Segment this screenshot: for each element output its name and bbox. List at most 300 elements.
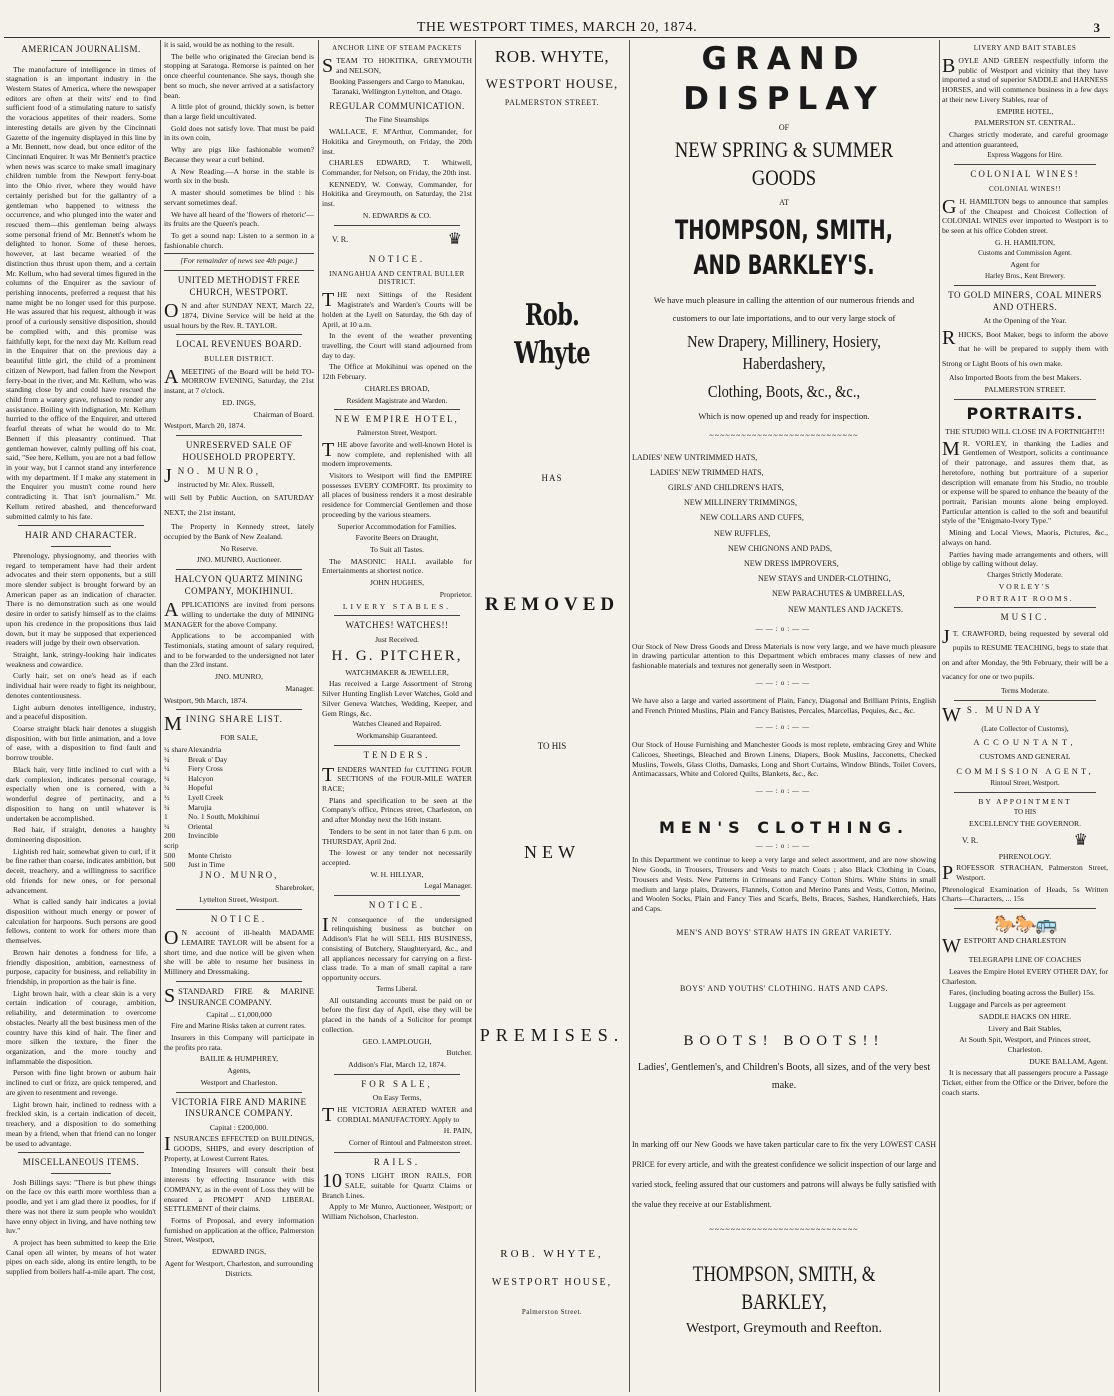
ad-signature: N. EDWARDS & CO. <box>362 210 432 220</box>
share-quantity: ¼ <box>164 773 170 783</box>
divider <box>954 607 1096 608</box>
share-list-item <box>164 745 314 755</box>
ad-heading: UNITED METHODIST FREE CHURCH, WESTPORT. <box>177 275 301 297</box>
ad-word: OF <box>778 123 790 133</box>
note-text: [For remainder of news see 4th page.] <box>180 256 298 266</box>
ad-heading: PORTRAITS. <box>966 403 1084 423</box>
article-paragraph: it is said, would be as nothing to the result. <box>164 40 295 49</box>
ad-heading: NOTICE. <box>368 254 426 264</box>
ad-heading: MUSIC. <box>1000 612 1050 623</box>
ad-signature: G. H. HAMILTON, <box>994 237 1056 247</box>
ad-role: Proprietor. <box>439 589 472 599</box>
divider <box>176 435 302 436</box>
ad-heading: NEW EMPIRE HOTEL, <box>335 414 459 425</box>
drop-cap: I <box>164 1133 171 1156</box>
ad-text: LIVERY STABLES. <box>342 601 452 611</box>
article-paragraph: A master should sometimes be blind : his servant sometimes deaf. <box>164 188 314 207</box>
divider <box>954 285 1096 286</box>
drop-cap: 10 <box>322 1170 342 1193</box>
ad-text: EMPIRE HOTEL, <box>996 106 1054 116</box>
share-list-item <box>164 831 314 850</box>
ad-line: MEN'S AND BOYS' STRAW HATS IN GREAT VARIETY. <box>676 927 892 937</box>
share-quantity: 200 scrip <box>164 831 179 850</box>
ad-text: In the event of the weather preventing travelling, the Court will stand adjourned from day to day. <box>322 331 472 360</box>
divider <box>176 909 302 910</box>
ad-text: Has received a Large Assortment of Strong Silver Hunting English Lever Watches, Gold and Silver Geneva Watches, Wedding, Keeper, and Gem Rings, &c. <box>322 679 472 718</box>
goods-list-item: NEW RUFFLES, <box>714 528 771 538</box>
divider <box>176 569 302 570</box>
ad-text: Charges Strictly Moderate. <box>987 571 1063 580</box>
ad-name: NO. MUNRO, <box>177 466 262 477</box>
divider <box>51 1173 111 1174</box>
divider <box>176 1092 302 1093</box>
share-quantity: ¼ <box>164 821 170 831</box>
ornamental-separator: ——:o:—— <box>755 678 813 687</box>
ad-subheading: REGULAR COMMUNICATION. <box>329 100 465 111</box>
ad-text: Harley Bros., Kent Brewery. <box>984 272 1066 281</box>
ad-text: HE VICTORIA AERATED WATER and CORDIAL MANUFACTORY. Apply to <box>337 1104 472 1124</box>
column-4-rob-whyte-ad <box>478 40 626 1392</box>
ad-address: Rintoul Street, Westport. <box>990 778 1060 787</box>
share-company: Fiery Cross <box>188 764 223 774</box>
column-divider <box>318 40 319 1392</box>
article-paragraph: We have all heard of the 'flowers of rhetoric'—its fruits are the Queen's peach. <box>164 209 314 229</box>
ad-heading: WATCHES! WATCHES!! <box>345 620 449 631</box>
ad-text: H. HAMILTON begs to announce that samples of the Cheapest and Choicest Collection of COLONIAL WINES ever imported to Westport is to be seen at his office Cobden street. <box>942 196 1108 235</box>
ad-subheading: THE STUDIO WILL CLOSE IN A FORTNIGHT!!! <box>945 426 1105 436</box>
ad-name: S. MUNDAY <box>966 704 1044 715</box>
goods-list <box>632 450 936 617</box>
article-paragraph: Why are pigs like fashionable women? Because they wear a curl behind. <box>164 145 314 164</box>
ad-text: Parties having made arrangements and others, will oblige by calling without delay. <box>942 549 1108 569</box>
drop-cap: G <box>942 195 957 218</box>
article-paragraph: To get a sound nap: Listen to a sermon in a fashionable church. <box>164 230 314 250</box>
ad-heading: NOTICE. <box>368 900 426 911</box>
article-paragraph: Light auburn denotes intelligence, industry, and a peaceful disposition. <box>6 702 156 722</box>
page-number: 3 <box>1093 20 1100 35</box>
ad-text: HICKS, Boot Maker, begs to inform the above that he will be prepared to supply them with Strong or Light Boots of his own make. <box>942 329 1108 368</box>
ad-word: AT <box>779 197 789 207</box>
goods-list-item: GIRLS' AND CHILDREN'S HATS, <box>668 483 784 493</box>
ad-subheadline: NEW SPRING & SUMMER GOODS <box>674 136 894 190</box>
share-list-item <box>164 774 314 784</box>
royal-crest-icon: ♛ <box>1073 832 1088 850</box>
goods-list-item: NEW MILLINERY TRIMMINGS, <box>684 498 797 508</box>
ad-word: PREMISES. <box>479 1024 625 1045</box>
advertiser-name: ROB. WHYTE, <box>494 47 610 66</box>
goods-list-item: NEW CHIGNONS AND PADS, <box>728 543 833 553</box>
share-quantity: ¼ <box>164 802 170 812</box>
share-company: Lyell Creek <box>188 792 224 802</box>
article-paragraph: Curly hair, set on one's head as if each individual hair were ready to fight its neighbour, denotes contentiousness. <box>6 671 156 700</box>
share-list-item <box>164 793 314 803</box>
ad-heading: HALCYON QUARTZ MINING COMPANY, MOKIHINUI. <box>174 574 304 596</box>
ad-text: Visitors to Westport will find the EMPIRE possesses EVERY COMFORT. Its proximity to all places of business renders it a most desirable residence for Commercial Gentlemen and those proceeding by the various steamers. <box>322 470 472 519</box>
share-company: Invincible <box>188 831 219 841</box>
ad-heading: NOTICE. <box>210 913 268 924</box>
share-company: Break o' Day <box>188 754 228 764</box>
ad-text: KENNEDY, W. Conway, Commander, for Hokitika and Greymouth, on Saturday, the 21st inst. <box>322 179 472 209</box>
ad-subheading: TELEGRAPH LINE OF COACHES <box>968 955 1082 965</box>
ornamental-rule: ~~~~~~~~~~~~~~~~~~~~~~~~~~~~ <box>709 1225 859 1235</box>
royal-crest-icon: ♛ <box>447 230 462 248</box>
ad-date: Westport, 9th March, 1874. <box>164 695 248 705</box>
share-company: Marujia <box>188 802 212 812</box>
drop-cap: P <box>942 862 954 885</box>
divider <box>954 399 1096 400</box>
ad-headline: GRAND DISPLAY <box>683 41 885 117</box>
advertiser-name: ROB. WHYTE, <box>500 1247 604 1260</box>
divider <box>954 792 1096 793</box>
ornamental-rule: ~~~~~~~~~~~~~~~~~~~~~~~~~~~~ <box>709 431 859 441</box>
ad-text: COMMISSION AGENT, <box>956 765 1094 776</box>
company-name: THOMPSON, SMITH, & BARKLEY, <box>692 1260 876 1314</box>
goods-list-item: NEW STAYS and UNDER-CLOTHING, <box>758 574 891 584</box>
goods-list-item: NEW COLLARS AND CUFFS, <box>700 513 804 523</box>
ad-text: The Fine Steamships <box>365 115 429 125</box>
masthead-title: THE WESTPORT TIMES, MARCH 20, 1874. <box>416 20 698 35</box>
ad-subheading: COLONIAL WINES!! <box>989 184 1061 193</box>
share-company: No. 1 South, Mokihinui <box>188 812 260 822</box>
ad-role: Chairman of Board. <box>253 409 314 419</box>
share-list <box>164 745 314 870</box>
ad-text: ROFESSOR STRACHAN, Palmerston Street, Westport. <box>956 863 1108 883</box>
ornamental-separator: ——:o:—— <box>755 723 813 732</box>
article-paragraph: Josh Billings says: "There is but phew things on the face ov this earth more worthless than a poodle, and yet i am glad there iz poodles, for if there was not there iz sum people who wouldn't have enny object in living, and have nothing tew luv." <box>6 1177 156 1236</box>
ad-text: Agent for <box>1010 260 1040 270</box>
ad-role: Sharebroker, <box>275 883 314 893</box>
article-paragraph: Brown hair denotes a fondness for life, a friendly disposition, ambition, earnestness of purpose, capacity for business, and reliability in friendship, in proportion as the hair is fine. <box>6 947 156 986</box>
ad-heading: LOCAL REVENUES BOARD. <box>176 339 302 350</box>
ad-text: Workmanship Guaranteed. <box>356 731 438 741</box>
ad-text: (Late Collector of Customs), <box>981 723 1069 733</box>
share-quantity: ¼ <box>164 783 170 793</box>
ad-signature: EDWARD INGS, <box>212 1247 266 1257</box>
article-paragraph: Lightish red hair, somewhat given to curl, if it be fine rather than coarse, indicates ambition, but deceit, treachery, and a willingness to sacrifice old friends for new ones, or for personal advancement. <box>6 846 156 895</box>
ad-text: Luggage and Parcels as per agreement <box>949 1000 1066 1010</box>
ad-word: HAS <box>541 473 563 484</box>
divider <box>334 409 460 410</box>
divider <box>176 334 302 335</box>
ad-intro-line: We have much pleasure in calling the attention of our numerous friends and <box>653 295 915 306</box>
ad-text: Express Waggons for Hire. <box>987 151 1063 160</box>
divider <box>334 895 460 896</box>
ornamental-separator: ——:o:—— <box>755 842 813 851</box>
ad-word: NEW <box>524 841 580 862</box>
ad-signature: H. PAIN, <box>443 1126 472 1136</box>
ad-text: Fire and Marine Risks taken at current rates. <box>171 1021 306 1031</box>
drop-cap: S <box>164 984 176 1007</box>
drop-cap: A <box>164 365 179 388</box>
divider <box>954 908 1096 909</box>
ad-role: Butcher. <box>446 1048 472 1058</box>
ad-text: HE above favorite and well-known Hotel is now complete, and replenished with all modern improvements. <box>322 439 472 469</box>
share-list-item <box>164 803 314 813</box>
ad-intro-line: customers to our late importations, and to our very large stock of <box>672 313 896 324</box>
divider <box>18 1152 144 1153</box>
ad-signature: CHARLES BROAD, <box>364 383 430 393</box>
divider <box>176 981 302 982</box>
ad-text: Which is now opened up and ready for inspection. <box>698 410 870 421</box>
ad-text: Intending Insurers will consult their best interests by effecting Insurance with this COMPANY, as in the event of Loss they will be ensured a PROMPT AND LIBERAL SETTLEMENT of their claims. <box>164 1165 314 1214</box>
ad-signature: GEO. LAMPLOUGH, <box>362 1036 432 1046</box>
article-paragraph: Straight, lank, stringy-looking hair indicates weakness and cowardice. <box>6 650 156 669</box>
share-company: Hopeful <box>188 783 213 793</box>
column-5-grand-display-ad <box>632 40 936 1392</box>
ad-paragraph: In marking off our New Goods we have taken particular care to fix the very LOWEST CASH PRICE for every article, and with the greatest confidence we solicit inspection of our large and varied stock, feeling assured that our customers and patrons will always be fully satisfied with the value they receive at our Establishment. <box>632 1140 936 1210</box>
note-box <box>164 253 314 271</box>
ad-address: PALMERSTON STREET. <box>984 384 1066 394</box>
ad-text: Watches Cleaned and Repaired. <box>352 720 442 729</box>
ad-heading: FOR SALE, <box>361 1078 433 1089</box>
drop-cap: T <box>322 1103 335 1126</box>
ad-word: TO HIS <box>537 741 567 752</box>
share-quantity: 500 <box>164 860 176 870</box>
ad-heading: VICTORIA FIRE AND MARINE INSURANCE COMPANY. <box>171 1096 307 1119</box>
ad-text: TEAM TO HOKITIKA, GREYMOUTH and NELSON, <box>336 55 472 75</box>
drop-cap: M <box>942 437 960 460</box>
share-quantity: 1 <box>164 812 168 822</box>
ad-text: All outstanding accounts must be paid on or before the first day of April, else they will be placed in the hands of a Solicitor for prompt collection. <box>322 995 472 1034</box>
ad-text: Fares, (including boating across the Buller) 15s. <box>949 988 1095 998</box>
ad-text: WALLACE, F. M'Arthur, Commander, for Hokitika and Greymouth, on Friday, the 20th inst. <box>322 127 472 156</box>
ad-date: Westport, March 20, 1874. <box>164 421 246 431</box>
drop-cap: R <box>942 326 956 349</box>
article-paragraph: Gold does not satisfy love. That must be paid in its own coin, <box>164 123 314 143</box>
ad-role: Legal Manager. <box>424 881 472 891</box>
ad-heading: TO GOLD MINERS, COAL MINERS AND OTHERS. <box>948 290 1102 312</box>
ad-heading: RAILS. <box>373 1156 421 1167</box>
ad-text: Also Imported Boots from the best Makers. <box>949 373 1082 383</box>
ad-paragraph: Our Stock of New Dress Goods and Dress Materials is now very large, and we have much pleasure in drawing particular attention to this Department which embraces many classes of new and fashionable materials and textures not generally seen in Westport. <box>632 641 936 671</box>
ad-text: To Suit all Tastes. <box>369 544 425 554</box>
ad-signature: PORTRAIT ROOMS. <box>976 593 1074 603</box>
share-company: Oriental <box>188 821 213 831</box>
ad-text: Apply to Mr Munro, Auctioneer, Westport; or William Nicholson, Charleston. <box>322 1202 472 1222</box>
ad-text: The MASONIC HALL available for Entertainments at shortest notice. <box>322 556 472 576</box>
ad-role: Agent for Westport, Charleston, and surrounding Districts. <box>164 1258 314 1278</box>
article-paragraph: Phrenology, physiognomy, and theories with regard to temperament have had their ardent advocates and their stern opponents, but a still more slender subject is brought forward by an American paper as an indication of character. There is no demonstration such as one would desire in order to satisfy himself as to the claims upon his credence in the propositions thus laid down, but it may be supposed that experienced readers will judge by their own observation. <box>6 550 156 648</box>
ad-headline-removed: REMOVED <box>484 593 620 615</box>
ad-text: The Office at Mokihinui was opened on the 12th February. <box>322 362 472 382</box>
drop-cap: T <box>322 438 335 461</box>
coach-illustration-icon: 🐎🐎🚌 <box>994 914 1056 935</box>
ad-text: HE next Sittings of the Resident Magistrate's and Warden's Courts will be holden at the Lyell on Saturday, the 6th day of April, at 10 a.m. <box>322 290 472 329</box>
ad-name: H. G. PITCHER, <box>331 647 463 664</box>
share-list-item <box>164 860 314 870</box>
share-list-item <box>164 822 314 832</box>
ad-subheading: Palmerston Street, Westport. <box>357 428 437 437</box>
divider <box>954 700 1096 701</box>
ad-paragraph: Our Stock of House Furnishing and Manchester Goods is most replete, embracing Grey and White Calicoes, Sheetings, Bleached and Brown Linens, Diapers, Book Muslins, Jacconetts, Checked Muslins, Towels, Glass Cloths, Damasks, Long and Short Curtains, Window Blinds, Toilet Covers, Antimacassars, White and Colored Quilts, Blankets, &c., &c. <box>632 740 936 779</box>
drop-cap: J <box>942 625 950 648</box>
goods-list-item: LADIES' NEW UNTRIMMED HATS, <box>632 452 758 462</box>
article-paragraph: Light brown hair, with a clear skin is a very certain indication of courage, ambition, reliability, and determination to overcome obstacles. Nearly all the best business men of the country have this kind of hair. The finer and more silken the texture, the finer the organization, and the more touchy and inflammable the disposition. <box>6 988 156 1066</box>
drop-cap: W <box>942 703 964 726</box>
section-heading: BOOTS! BOOTS!! <box>683 1033 885 1050</box>
ad-text: Capital : £200,000. <box>209 1122 269 1132</box>
article-paragraph: Coarse straight black hair denotes a sluggish disposition, with but little animation, and a love of ease, with a disposition to find fault and borrow trouble. <box>6 724 156 763</box>
ad-text: Applications to be accompanied with Testimonials, stating amount of salary required, and to be forwarded to the undersigned not later than the 23rd instant. <box>164 631 314 670</box>
share-company: Halcyon <box>188 773 214 783</box>
ad-signature: JOHN HUGHES, <box>369 578 424 588</box>
article-paragraph: The belle who originated the Grecian bend is stopping at Saratoga. Remorse is painted on her once cheerful countenance. She says, though she bent so much, she never arrived at a satisfactory bean. <box>164 51 314 100</box>
article-heading: HAIR AND CHARACTER. <box>25 530 137 541</box>
share-list-item <box>164 764 314 774</box>
ornamental-separator: ——:o:—— <box>755 787 813 796</box>
business-address: PALMERSTON STREET. <box>504 98 600 108</box>
divider <box>334 745 460 746</box>
column-divider <box>939 40 940 1392</box>
ornamental-separator: ——:o:—— <box>755 624 813 633</box>
goods-list-item: NEW MANTLES AND JACKETS. <box>788 604 903 614</box>
ad-text: Phrenological Examination of Heads, 5s Written Charts—Characters, ... 15s <box>942 884 1108 904</box>
masthead-rule <box>4 37 1110 38</box>
divider <box>176 709 302 710</box>
divider <box>334 225 460 226</box>
ad-text: Capital ... £1,000,000 <box>206 1009 272 1019</box>
share-list-item <box>164 812 314 822</box>
ad-signature: ED. INGS, <box>222 397 256 407</box>
share-company: Alexandria <box>188 744 222 754</box>
ad-text: Insurers in this Company will participate in the profits pro rata. <box>164 1032 314 1052</box>
share-list-item <box>164 851 314 861</box>
ad-text: At South Spit, Westport, and Princes street, Charleston. <box>959 1035 1091 1054</box>
share-list-item <box>164 755 314 765</box>
business-name: WESTPORT HOUSE, <box>491 1276 613 1288</box>
drop-cap: A <box>164 599 179 622</box>
drop-cap: T <box>322 289 335 312</box>
divider <box>51 546 111 547</box>
company-locations: Westport, Greymouth and Reefton. <box>686 1320 882 1336</box>
drop-cap: S <box>322 54 334 77</box>
ad-text: Mining and Local Views, Maoris, Pictures, &c., always on hand. <box>942 528 1108 547</box>
ad-text: The lowest or any tender not necessarily accepted. <box>322 848 472 867</box>
ad-subheading: BULLER DISTRICT. <box>204 354 274 363</box>
ad-heading: UNRESERVED SALE OF HOUSEHOLD PROPERTY. <box>182 440 296 462</box>
share-quantity: ¼ <box>164 764 170 774</box>
share-list-item <box>164 783 314 793</box>
ad-text: It is necessary that all passengers procure a Passage Ticket, either from the Office or the Driver, before the coach starts. <box>942 1068 1108 1097</box>
ad-heading: ESTPORT AND CHARLESTON <box>963 936 1067 946</box>
royal-cypher: V. R. <box>332 234 349 244</box>
ad-role: WATCHMAKER & JEWELLER, <box>345 667 449 677</box>
company-name: THOMPSON, SMITH, AND BARKLEY'S. <box>674 215 894 281</box>
ad-heading: TENDERS. <box>363 749 431 760</box>
column-1 <box>6 40 156 1392</box>
ad-text: instructed by Mr. Alex. Russell, <box>177 479 275 489</box>
ad-heading: COLONIAL WINES! <box>970 169 1080 180</box>
ad-text: TONS LIGHT IRON RAILS, FOR SALE, suitable for Quartz Claims or Branch Lines. <box>322 1171 472 1200</box>
ad-role: Resident Magistrate and Warden. <box>346 395 448 405</box>
ad-subheading: FOR SALE, <box>220 733 258 743</box>
ad-text: Leaves the Empire Hotel EVERY OTHER DAY, for Charleston. <box>942 966 1108 986</box>
ad-address: Westport and Charleston. <box>200 1077 278 1087</box>
business-address: Palmerston Street. <box>521 1307 583 1316</box>
divider <box>334 1074 460 1075</box>
ad-text: Forms of Proposal, and every information furnished on application at the office, Palmerston Street, Westport, <box>164 1216 314 1245</box>
ad-signature: JNO. MUNRO, Auctioneer. <box>196 555 282 565</box>
ad-category: New Drapery, Millinery, Hosiery, Haberdashery, <box>687 332 881 374</box>
ad-date: Addison's Flat, March 12, 1874. <box>348 1059 446 1069</box>
ad-text: EXCELLENCY THE GOVERNOR. <box>968 819 1081 829</box>
column-3 <box>322 40 472 1392</box>
ad-subheading: On Easy Terms, <box>372 1093 422 1103</box>
article-paragraph: The manufacture of intelligence in times of stagnation is an important industry in the Western States of America, where the newspaper editors are often at their wits' end to find sufficient food of a stimulating nature to satisfy the voracious appetites of their readers. Some interesting details are given by the Cincinnati Gazette of the ingenuity displayed in this line by a Mr. Bennett, now dead, but once editor of the Cincinnati Enquirer. It was Mr Bennett's practice when news was scarce to make small imaginary children tumble from the Newport ferry-boat into the Ohio river, where they would have certainly perished but for the gallantry of a gentleman who happened to witness the occurrence, and who plunged into the water and rescued them—this gentleman being always some personal friend of Mr. Bennett's whom he delighted to honor. Some of these heroes, however, at last became wearied of the distinction thus thrust upon them, and a certain Mr. Kellum, who had several times figured in the columns of the Enquirer as the saviour of perishing innocents, preferred a request that his name might be no longer used for this purpose. He was assured that his request, although it was proof of a curiously sensitive disposition, should be complied with, and this promise was faithfully kept, for the next day Mr. Kellum read in the Enquirer that on the previous day a beautiful little girl, the child of a prominent citizen of Newport, had fallen from the Newport ferry-boat in the river, and Mr. Kellum, who was standing close by and could have rescued the child from a watery grave, refused to render any assistance. Boiling with indignation, Mr. Kellum hurried to the office of the Enquirer, and uttered fearful threats of what he would do to Mr. Bennett if this pleasantry continued. That gentleman however, calmly pulling off his coat, said, "See here, Kellum, you are not a bad fellow in your way, but I cannot stand any interference with my department. If I make any statement in the Enquirer you mustn't come round here contradicting it. That isn't journalism." Mr. Kellum retired abashed, and thenceforward submitted calmly to his fate. <box>6 64 156 521</box>
ad-text: Favorite Beers on Draught, <box>355 533 439 543</box>
ad-text: NSURANCES EFFECTED on BUILDINGS, GOODS, SHIPS, and every description of Property, at Lowest Current Rates. <box>164 1134 314 1163</box>
ad-signature: VORLEY'S <box>998 582 1052 591</box>
ad-role: Manager. <box>285 683 314 693</box>
ad-line: BOYS' AND YOUTHS' CLOTHING. HATS AND CAPS. <box>679 983 889 993</box>
goods-list-item: NEW DRESS IMPROVERS, <box>744 558 839 568</box>
ad-role: Customs and Commission Agent. <box>978 249 1072 258</box>
goods-list-item: NEW PARACHUTES & UMBRELLAS, <box>772 589 905 599</box>
drop-cap: B <box>942 54 956 77</box>
column-2 <box>164 40 314 1392</box>
ad-text: will Sell by Public Auction, on SATURDAY NEXT, the 21st instant, <box>164 493 314 517</box>
ad-intro <box>632 291 936 327</box>
ad-text: Booking Passengers and Cargo to Manukau, Taranaki, Wellington Lyttelton, and Otago. <box>329 77 465 97</box>
article-paragraph: Light brown hair, inclined to redness with a freckled skin, is a certain indication of deceit, treachery, and a disposition to do something mean by a friend, when that friend can no longer be used to advantage. <box>6 1099 156 1148</box>
ad-text: PALMERSTON ST. CENTRAL. <box>974 118 1076 128</box>
ad-subheading: Just Received. <box>375 634 419 644</box>
ad-text: Plans and specification to be seen at the Company's office, Princes street, Charleston, on and after Monday next the 16th instant. <box>322 795 472 825</box>
ad-text: T. CRAWFORD, being requested by several old pupils to RESUME TEACHING, begs to state that on and after Monday, the 9th February, their will be a vacancy for one or two pupils. <box>942 628 1108 682</box>
ad-paragraph: We have also a large and varied assortment of Plain, Fancy, Diagonal and Brilliant Prints, English and French Printed Muslins, Plain and Fancy Batistes, Percales, Marcellas, Pequies, &c., &c. <box>632 695 936 715</box>
drop-cap: T <box>322 763 335 786</box>
divider <box>51 60 111 61</box>
ad-text: PPLICATIONS are invited from persons willing to undertake the duty of MINING MANAGER for the above Company. <box>164 600 314 629</box>
article-heading: MISCELLANEOUS ITEMS. <box>22 1157 140 1168</box>
section-heading: MEN'S CLOTHING. <box>658 818 910 838</box>
drop-cap: W <box>942 935 961 958</box>
article-paragraph: A little plot of ground, thickly sown, is better than a large field uncultivated. <box>164 102 314 122</box>
drop-cap: J <box>164 465 175 488</box>
ad-text: Charges strictly moderate, and careful groomage and attention guaranteed, <box>942 129 1108 149</box>
ad-subheading: At the Opening of the Year. <box>983 316 1067 326</box>
masthead <box>0 0 1114 35</box>
share-company: Just in Time <box>188 860 225 870</box>
royal-cypher: V. R. <box>962 836 979 846</box>
ad-text: N consequence of the undersigned relinquishing business as butcher on Addison's Flat he will SELL HIS BUSINESS, consisting of Butchery, Slaughteryard, &c., and all appliances necessary for carrying on a first-class trade. To a man of small capital a rare opportunity occurs. <box>322 914 472 982</box>
ad-text: CHARLES EDWARD, T. Whitwell, Commander, for Nelson, on Friday, the 20th inst. <box>322 158 472 177</box>
ad-role: Agents, <box>227 1066 251 1076</box>
ad-text: No Reserve. <box>220 543 258 553</box>
ad-signature: BAILIE & HUMPHREY, <box>199 1054 279 1064</box>
share-quantity: ½ <box>164 792 170 802</box>
column-6 <box>942 40 1108 1392</box>
ad-heading: STANDARD FIRE & MARINE INSURANCE COMPANY. <box>178 985 314 1007</box>
column-divider <box>629 40 630 1392</box>
ad-heading: LIVERY AND BAIT STABLES <box>973 44 1077 52</box>
ad-signature: JNO. MUNRO, <box>199 869 279 880</box>
ad-text: Terms Liberal. <box>376 984 418 993</box>
drop-cap: O <box>164 927 179 950</box>
ad-address: Corner of Rintoul and Palmerston street. <box>348 1138 472 1148</box>
ad-category: Clothing, Boots, &c., &c., <box>707 381 861 401</box>
article-heading: AMERICAN JOURNALISM. <box>21 44 141 54</box>
article-paragraph: What is called sandy hair indicates a jovial disposition without much energy or power of calculation for harpoons. Such persons are good fellows, content to work for others more than themselves. <box>6 897 156 946</box>
divider <box>18 525 144 526</box>
article-paragraph: Person with fine light brown or auburn hair inclined to curl or frizz, are quick tempered, and are given to resentment and revenge. <box>6 1068 156 1097</box>
ad-text: BY APPOINTMENT <box>978 796 1072 806</box>
ad-text: Livery and Bait Stables, <box>988 1023 1062 1033</box>
ad-heading: PHRENOLOGY. <box>998 851 1052 861</box>
share-quantity: ¼ share <box>164 744 188 754</box>
ad-text: TO HIS <box>1013 808 1037 817</box>
ad-paragraph: In this Department we continue to keep a very large and select assortment, and are now showing New Goods, in Trousers, Trousers and Vests to match Coats ; also Black Clothing in Coats, Trousers and Vests. New Patterns in Crimeans and Fancy Cotton Shirts. White Shirts in small medium and large plaits, Drawers, Flannels, Cotton and Merino Pants and Vests, Cotton, Merino, and Woolen Socks, Plain and Fancy Ties and Scarfs, Belts, Braces, Sashes, Handkerchiefs, Hats and Caps. <box>632 855 936 914</box>
